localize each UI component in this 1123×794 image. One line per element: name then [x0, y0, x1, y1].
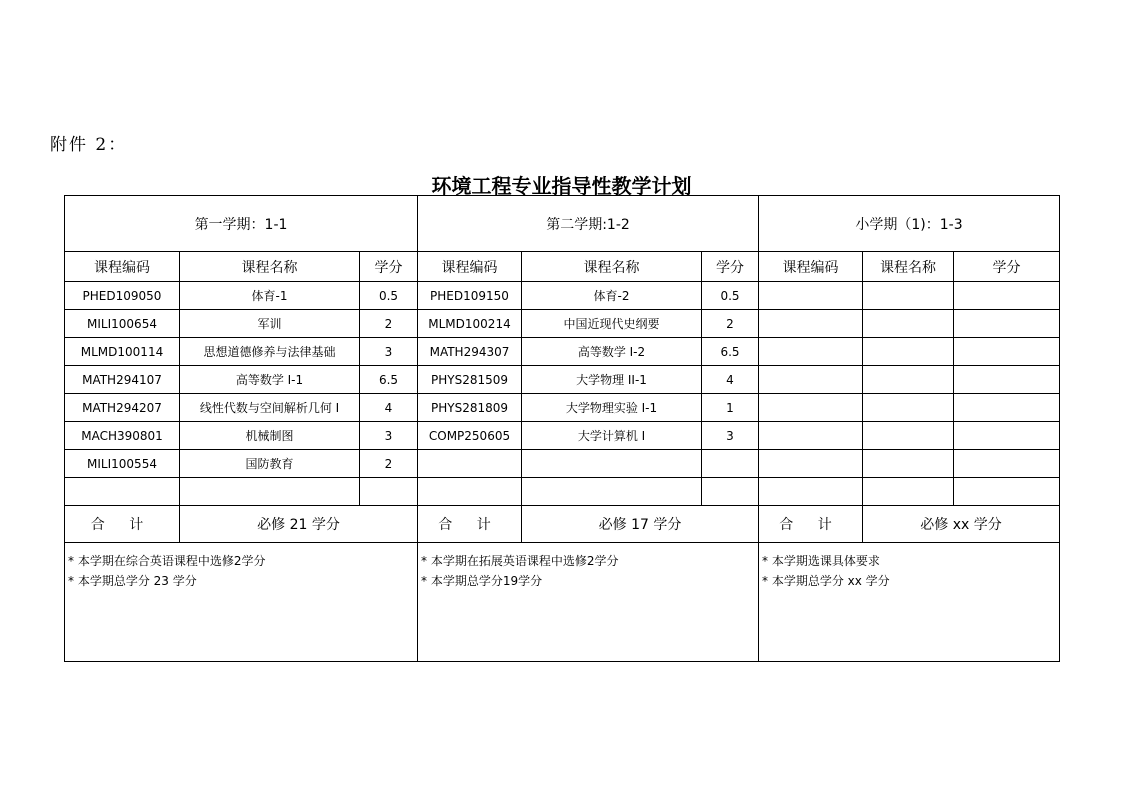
course-name-cell [863, 478, 954, 506]
course-credit-cell [954, 478, 1060, 506]
course-name-cell [863, 422, 954, 450]
course-name-cell [863, 338, 954, 366]
course-credit-cell [954, 366, 1060, 394]
total-value: 必修 xx 学分 [863, 506, 1060, 543]
page-title: 环境工程专业指导性教学计划 [431, 174, 692, 198]
course-credit-cell: 1 [702, 394, 759, 422]
course-credit-cell: 3 [360, 338, 418, 366]
table-row [65, 366, 1060, 394]
total-label: 合 计 [759, 506, 863, 543]
col-header-credit: 学分 [702, 252, 759, 282]
semester-3-title: 小学期（1)：1-3 [759, 196, 1060, 252]
course-code-cell: MILI100654 [65, 310, 180, 338]
course-code-cell: MLMD100214 [418, 310, 522, 338]
course-credit-cell: 4 [360, 394, 418, 422]
teaching-plan-table [64, 195, 1060, 662]
course-code-cell [759, 338, 863, 366]
course-credit-cell: 0.5 [702, 282, 759, 310]
course-code-cell: MILI100554 [65, 450, 180, 478]
note-line: * 本学期总学分19学分 [421, 574, 543, 588]
course-name-cell [522, 450, 702, 478]
semester-notes [65, 543, 418, 662]
totals-row [65, 506, 1060, 543]
col-header-code: 课程编码 [65, 252, 180, 282]
note-line: * 本学期在拓展英语课程中选修2学分 [421, 554, 619, 568]
note-line: * 本学期总学分 xx 学分 [762, 574, 890, 588]
course-name-cell: 高等数学 I-1 [180, 366, 360, 394]
course-credit-cell: 6.5 [360, 366, 418, 394]
course-code-cell [759, 310, 863, 338]
course-credit-cell: 2 [360, 310, 418, 338]
col-header-name: 课程名称 [863, 252, 954, 282]
semester-notes [759, 543, 1060, 662]
course-name-cell: 机械制图 [180, 422, 360, 450]
course-code-cell [65, 478, 180, 506]
course-code-cell: MATH294107 [65, 366, 180, 394]
course-code-cell [759, 478, 863, 506]
course-credit-cell [954, 394, 1060, 422]
course-name-cell [522, 478, 702, 506]
col-header-code: 课程编码 [418, 252, 522, 282]
course-code-cell [759, 422, 863, 450]
course-name-cell: 线性代数与空间解析几何 I [180, 394, 360, 422]
course-credit-cell [954, 282, 1060, 310]
course-name-cell: 国防教育 [180, 450, 360, 478]
course-code-cell [759, 450, 863, 478]
col-header-credit: 学分 [954, 252, 1060, 282]
course-name-cell [863, 282, 954, 310]
course-credit-cell: 3 [360, 422, 418, 450]
col-header-name: 课程名称 [180, 252, 360, 282]
note-line: * 本学期在综合英语课程中选修2学分 [68, 554, 266, 568]
course-name-cell: 中国近现代史纲要 [522, 310, 702, 338]
notes-row [65, 543, 1060, 662]
course-code-cell: MLMD100114 [65, 338, 180, 366]
course-credit-cell [702, 450, 759, 478]
total-value: 必修 21 学分 [180, 506, 418, 543]
attachment-label: 附件 2： [50, 135, 128, 155]
course-code-cell: PHED109150 [418, 282, 522, 310]
course-credit-cell [954, 338, 1060, 366]
total-value: 必修 17 学分 [522, 506, 759, 543]
semester-notes [418, 543, 759, 662]
col-header-code: 课程编码 [759, 252, 863, 282]
course-name-cell: 体育-2 [522, 282, 702, 310]
course-credit-cell [954, 422, 1060, 450]
course-credit-cell: 6.5 [702, 338, 759, 366]
total-label: 合 计 [65, 506, 180, 543]
semester-2-title: 第二学期:1-2 [418, 196, 759, 252]
course-credit-cell: 4 [702, 366, 759, 394]
course-name-cell [863, 310, 954, 338]
course-credit-cell: 3 [702, 422, 759, 450]
course-credit-cell [702, 478, 759, 506]
course-code-cell: PHYS281509 [418, 366, 522, 394]
course-name-cell: 高等数学 I-2 [522, 338, 702, 366]
table-row [65, 282, 1060, 310]
course-credit-cell [360, 478, 418, 506]
course-code-cell [759, 282, 863, 310]
table-row [65, 450, 1060, 478]
course-name-cell: 军训 [180, 310, 360, 338]
course-code-cell [418, 450, 522, 478]
course-code-cell: MACH390801 [65, 422, 180, 450]
course-name-cell [180, 478, 360, 506]
course-code-cell: PHED109050 [65, 282, 180, 310]
course-credit-cell: 2 [360, 450, 418, 478]
course-name-cell [863, 450, 954, 478]
col-header-name: 课程名称 [522, 252, 702, 282]
course-name-cell: 大学物理实验 I-1 [522, 394, 702, 422]
course-code-cell: COMP250605 [418, 422, 522, 450]
semester-1-title: 第一学期：1-1 [65, 196, 418, 252]
table-row [65, 394, 1060, 422]
course-code-cell [759, 394, 863, 422]
table-row [65, 478, 1060, 506]
note-line: * 本学期选课具体要求 [762, 554, 880, 568]
course-name-cell: 体育-1 [180, 282, 360, 310]
course-code-cell: MATH294307 [418, 338, 522, 366]
column-header-row [65, 252, 1060, 282]
note-line: * 本学期总学分 23 学分 [68, 574, 197, 588]
course-name-cell [863, 366, 954, 394]
course-credit-cell [954, 450, 1060, 478]
total-label: 合 计 [418, 506, 522, 543]
table-row [65, 310, 1060, 338]
table-row [65, 338, 1060, 366]
course-name-cell: 大学计算机 I [522, 422, 702, 450]
course-name-cell: 大学物理 II-1 [522, 366, 702, 394]
table-row [65, 422, 1060, 450]
course-name-cell [863, 394, 954, 422]
course-credit-cell: 0.5 [360, 282, 418, 310]
course-credit-cell: 2 [702, 310, 759, 338]
semester-header-row [65, 196, 1060, 252]
course-code-cell: MATH294207 [65, 394, 180, 422]
course-code-cell [759, 366, 863, 394]
col-header-credit: 学分 [360, 252, 418, 282]
course-code-cell [418, 478, 522, 506]
course-code-cell: PHYS281809 [418, 394, 522, 422]
course-credit-cell [954, 310, 1060, 338]
course-name-cell: 思想道德修养与法律基础 [180, 338, 360, 366]
